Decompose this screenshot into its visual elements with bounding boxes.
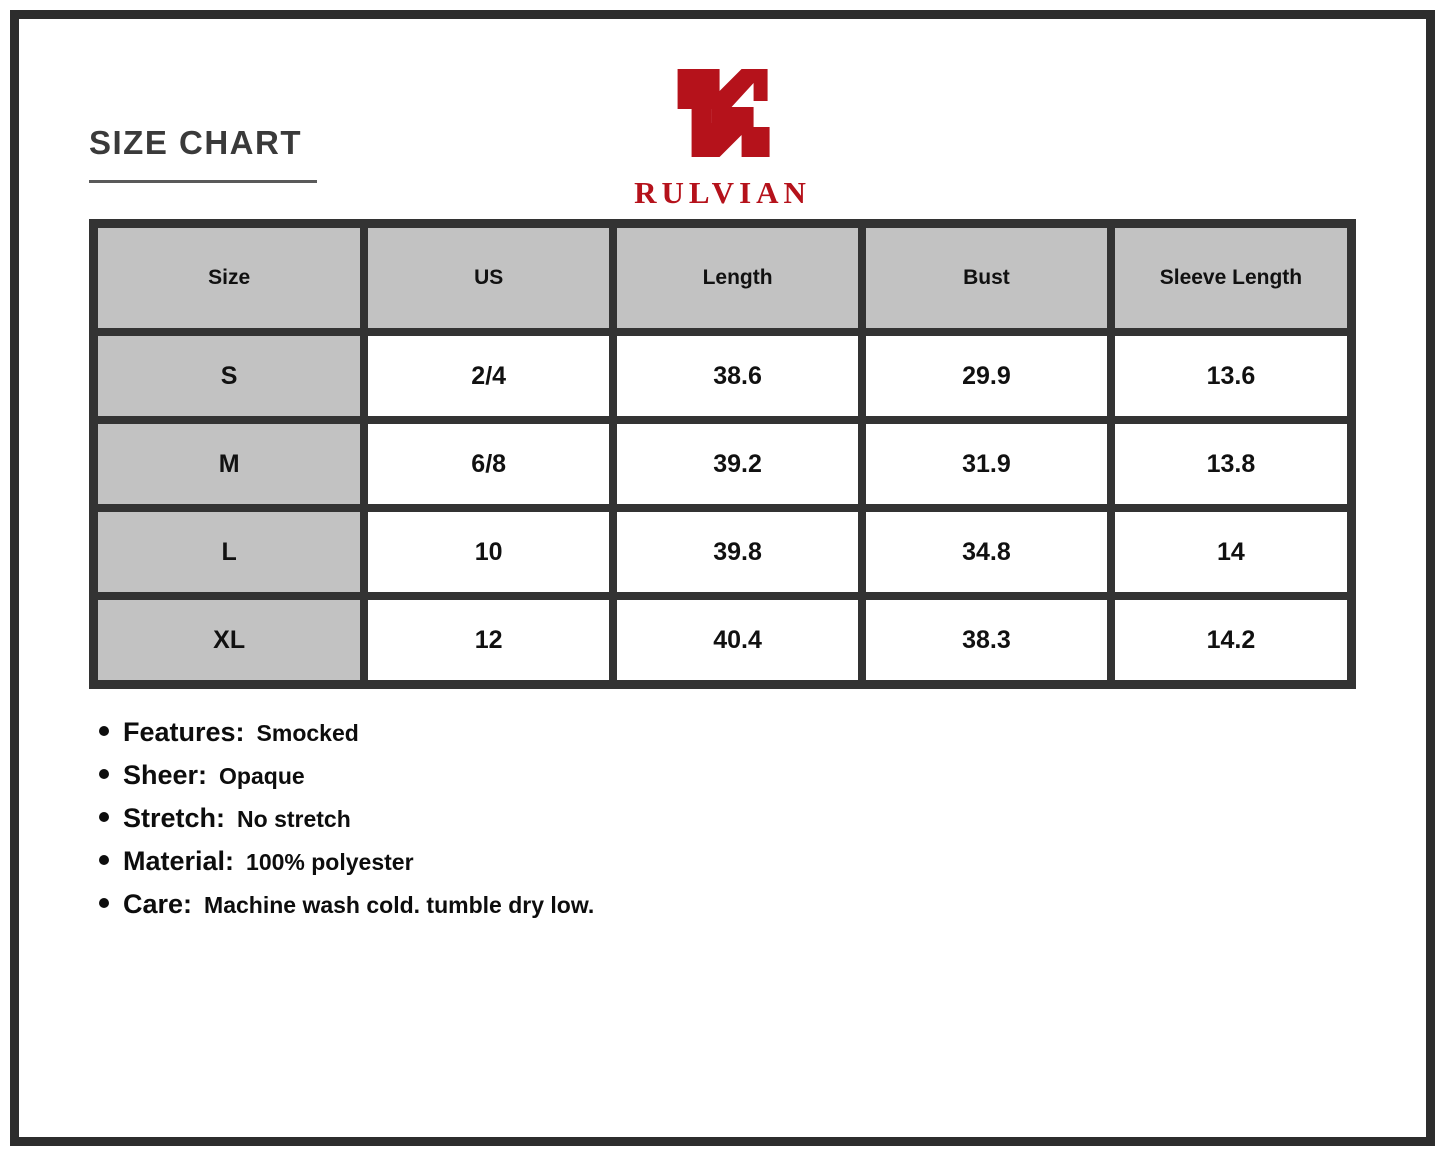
cell-length: 39.2 (613, 420, 862, 508)
list-item (99, 846, 1356, 877)
cell-size: S (94, 332, 364, 420)
cell-us: 6/8 (364, 420, 613, 508)
cell-sleeve: 14 (1111, 508, 1351, 596)
brand-name: RULVIAN (634, 175, 811, 210)
cell-us: 12 (364, 596, 613, 684)
spec-label: Stretch: (123, 803, 226, 833)
spec-value: Opaque (219, 763, 305, 789)
cell-sleeve: 14.2 (1111, 596, 1351, 684)
bullet-icon (99, 855, 109, 865)
bullet-icon (99, 769, 109, 779)
header (89, 19, 1356, 219)
page-title: SIZE CHART (89, 124, 302, 161)
bullet-icon (99, 898, 109, 908)
cell-size: M (94, 420, 364, 508)
cell-sleeve: 13.8 (1111, 420, 1351, 508)
table-header-row (94, 224, 1351, 332)
cell-bust: 31.9 (862, 420, 1111, 508)
spec-label: Features: (123, 717, 245, 747)
size-chart-table (89, 219, 1356, 689)
bullet-icon (99, 812, 109, 822)
title-underline (89, 180, 317, 183)
cell-bust: 29.9 (862, 332, 1111, 420)
column-header-bust: Bust (862, 224, 1111, 332)
rulvian-r-logo-icon (658, 61, 788, 169)
cell-length: 40.4 (613, 596, 862, 684)
table-row (94, 332, 1351, 420)
spec-value: Smocked (256, 720, 359, 746)
spec-label: Sheer: (123, 760, 208, 790)
cell-length: 38.6 (613, 332, 862, 420)
list-item (99, 889, 1356, 920)
column-header-us: US (364, 224, 613, 332)
spec-value: 100% polyester (246, 849, 414, 875)
column-header-sleeve-length: Sleeve Length (1111, 224, 1351, 332)
brand-block (634, 61, 811, 211)
spec-value: No stretch (237, 806, 351, 832)
spec-value: Machine wash cold. tumble dry low. (204, 892, 595, 918)
cell-us: 10 (364, 508, 613, 596)
table-row (94, 508, 1351, 596)
product-spec-list (89, 717, 1356, 920)
column-header-length: Length (613, 224, 862, 332)
cell-sleeve: 13.6 (1111, 332, 1351, 420)
list-item (99, 760, 1356, 791)
spec-label: Material: (123, 846, 235, 876)
table-row (94, 596, 1351, 684)
spec-label: Care: (123, 889, 193, 919)
page-border-frame (10, 10, 1435, 1146)
bullet-icon (99, 726, 109, 736)
cell-bust: 38.3 (862, 596, 1111, 684)
cell-size: L (94, 508, 364, 596)
cell-us: 2/4 (364, 332, 613, 420)
list-item (99, 717, 1356, 748)
cell-size: XL (94, 596, 364, 684)
list-item (99, 803, 1356, 834)
cell-length: 39.8 (613, 508, 862, 596)
cell-bust: 34.8 (862, 508, 1111, 596)
title-block (89, 124, 317, 183)
column-header-size: Size (94, 224, 364, 332)
table-row (94, 420, 1351, 508)
